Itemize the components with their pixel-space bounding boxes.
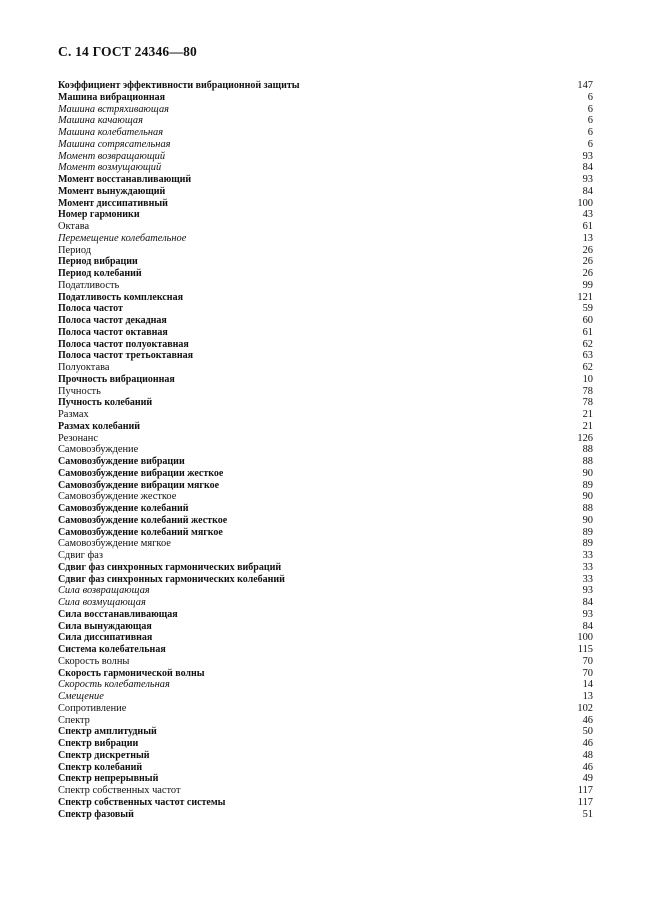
index-term: Сопротивление [58,702,127,714]
index-page-number: 46 [582,738,593,749]
index-entry [58,656,593,668]
index-page-number: 63 [582,350,593,362]
index-term: Резонанс [58,432,98,444]
index-page-number: 84 [582,185,593,197]
index-page-number: 88 [582,503,593,514]
index-page-number: 13 [582,232,593,244]
index-term: Машина вибрационная [58,91,166,103]
index-entry [58,480,593,492]
index-term: Период [58,244,92,256]
index-page-number: 62 [582,362,593,373]
index-term: Самовозбуждение колебаний жесткое [58,514,228,526]
index-entry [58,280,593,292]
index-term: Полоса частот декадная [58,315,167,326]
index-entry [58,503,593,515]
index-term: Период колебаний [58,268,142,279]
index-term: Спектр собственных частот системы [58,796,226,808]
index-term: Коэффициент эффективности вибрационной защиты [58,80,300,91]
index-entry [58,315,593,327]
index-page-number: 6 [587,138,593,150]
index-entry [58,421,593,433]
index-page-number: 93 [582,608,593,620]
index-entry [58,245,593,257]
index-term: Смещение [58,691,104,702]
index-term: Самовозбуждение колебаний [58,503,189,514]
index-entry [58,726,593,738]
index-entry [58,350,593,362]
index-entry [58,233,593,245]
index-term: Скорость волны [58,655,130,667]
index-term: Момент возвращающий [58,150,166,162]
index-entry [58,115,593,127]
index-term: Скорость гармонической волны [58,667,205,679]
index-term: Пучность [58,385,101,397]
index-page-number: 6 [587,127,593,138]
index-page-number: 46 [582,714,593,726]
index-term: Сдвиг фаз [58,550,103,561]
index-entry [58,433,593,445]
index-page-number: 100 [577,197,593,209]
index-entry [58,174,593,186]
index-entry [58,327,593,339]
index-term: Самовозбуждение вибрации мягкое [58,479,220,491]
index-entry [58,104,593,116]
index-page-number: 6 [587,91,593,103]
index-term: Спектр вибрации [58,738,139,749]
index-term: Машина колебательная [58,127,164,138]
index-entry [58,468,593,480]
index-term: Момент диссипативный [58,197,168,209]
index-term: Податливость комплексная [58,291,183,303]
index-entry [58,797,593,809]
index-page-number: 46 [582,761,593,773]
index-page-number: 26 [582,256,593,268]
index-page-number: 60 [582,315,593,326]
index-page-number: 100 [577,632,593,644]
index-page-number: 89 [582,479,593,491]
index-term: Машина встряхивающая [58,103,169,115]
index-page-number: 26 [582,244,593,256]
index-page-number: 88 [582,444,593,456]
index-entry [58,139,593,151]
index-entry [58,221,593,233]
index-page-number: 147 [577,80,593,91]
index-entry [58,762,593,774]
index-term: Перемещение колебательное [58,232,187,244]
index-page-number: 70 [582,655,593,667]
index-entry [58,92,593,104]
index-page-number: 21 [582,409,593,420]
index-entry [58,809,593,821]
index-page-number: 43 [582,209,593,221]
index-entry [58,256,593,268]
index-page-number: 70 [582,667,593,679]
index-entry [58,632,593,644]
index-entry [58,585,593,597]
index-entry [58,527,593,539]
index-page-number: 89 [582,526,593,538]
index-term: Скорость колебательная [58,679,170,691]
index-page-number: 33 [582,550,593,561]
index-entry [58,186,593,198]
index-term: Номер гармоники [58,209,140,221]
index-entry [58,268,593,280]
index-term: Полоса частот октавная [58,326,168,338]
index-term: Полоса частот полуоктавная [58,338,189,350]
index-term: Спектр фазовый [58,808,134,820]
index-term: Размах колебаний [58,420,141,432]
index-term: Машина сотрясательная [58,138,171,150]
index-term: Период вибрации [58,256,138,268]
index-entry [58,750,593,762]
index-page-number: 84 [582,620,593,632]
index-page-number: 88 [582,456,593,467]
index-entry [58,162,593,174]
index-entry [58,362,593,374]
index-term: Сдвиг фаз синхронных гармонических вибраций [58,561,282,573]
index-page-number: 93 [582,150,593,162]
index-term: Сила возвращающая [58,585,150,597]
index-term: Податливость [58,279,120,291]
index-page-number: 6 [587,103,593,115]
index-page-number: 10 [582,373,593,385]
index-page-number: 102 [577,702,593,714]
index-page-number: 26 [582,268,593,279]
index-page-number: 117 [577,796,593,808]
index-entry [58,303,593,315]
index-entry [58,209,593,221]
index-entry [58,515,593,527]
index-page-number: 78 [582,397,593,409]
index-term: Система колебательная [58,644,166,655]
index-page-number: 13 [582,691,593,702]
index-term: Момент восстанавливающий [58,174,192,185]
index-entry [58,538,593,550]
index-entry [58,715,593,727]
index-entry [58,444,593,456]
index-entry [58,679,593,691]
index-term: Сила восстанавливающая [58,608,178,620]
index-entry [58,386,593,398]
index-term: Сила вынуждающая [58,620,152,632]
index-term: Самовозбуждение [58,444,139,456]
index-page-number: 21 [582,420,593,432]
index-term: Полуоктава [58,362,110,373]
index-entry [58,785,593,797]
index-term: Самовозбуждение вибрации [58,456,185,467]
index-term: Спектр собственных частот [58,785,181,796]
index-entry [58,491,593,503]
page-header: С. 14 ГОСТ 24346—80 [58,44,197,59]
term-index [58,80,593,820]
index-page-number: 14 [582,679,593,691]
index-term: Самовозбуждение жесткое [58,491,177,503]
index-entry [58,339,593,351]
index-page-number: 61 [582,221,593,232]
index-entry [58,562,593,574]
index-entry [58,151,593,163]
index-page-number: 49 [582,773,593,785]
index-page-number: 90 [582,514,593,526]
index-page-number: 90 [582,491,593,503]
index-term: Сдвиг фаз синхронных гармонических колебаний [58,573,285,585]
index-page-number: 78 [582,385,593,397]
index-term: Сила диссипативная [58,632,153,644]
index-term: Прочность вибрационная [58,373,175,385]
index-entry [58,621,593,633]
index-page-number: 84 [582,162,593,174]
index-entry [58,397,593,409]
index-page-number: 90 [582,467,593,479]
index-term: Момент возмущающий [58,162,162,174]
index-page-number: 93 [582,174,593,185]
index-term: Спектр амплитудный [58,726,157,738]
index-entry [58,198,593,210]
index-term: Спектр [58,714,90,726]
index-entry [58,703,593,715]
index-page-number: 59 [582,303,593,315]
index-term: Полоса частот третьоктавная [58,350,194,362]
index-entry [58,644,593,656]
index-page-number: 115 [577,644,593,655]
index-page-number: 33 [582,573,593,585]
index-entry [58,738,593,750]
index-page-number: 84 [582,597,593,608]
index-entry [58,609,593,621]
index-page-number: 99 [582,279,593,291]
index-page-number: 33 [582,561,593,573]
index-page-number: 6 [587,115,593,127]
index-page-number: 50 [582,726,593,738]
index-entry [58,574,593,586]
index-term: Пучность колебаний [58,397,153,409]
index-term: Спектр колебаний [58,761,143,773]
index-page-number: 62 [582,338,593,350]
index-entry [58,127,593,139]
index-entry [58,773,593,785]
index-term: Спектр непрерывный [58,773,159,785]
index-page-number: 51 [582,808,593,820]
index-term: Полоса частот [58,303,123,315]
index-term: Сила возмущающая [58,597,146,608]
index-page-number: 117 [577,785,593,796]
index-term: Самовозбуждение мягкое [58,538,171,550]
index-term: Самовозбуждение колебаний мягкое [58,526,223,538]
index-term: Размах [58,409,89,420]
index-entry [58,456,593,468]
index-entry [58,409,593,421]
index-term: Самовозбуждение вибрации жесткое [58,467,224,479]
index-page-number: 61 [582,326,593,338]
index-term: Машина качающая [58,115,143,127]
index-page-number: 126 [577,432,593,444]
index-page-number: 89 [582,538,593,550]
index-entry [58,691,593,703]
index-term: Октава [58,221,90,232]
index-entry [58,597,593,609]
index-term: Спектр дискретный [58,749,150,761]
index-entry [58,550,593,562]
index-entry [58,374,593,386]
index-page-number: 121 [577,291,593,303]
index-entry [58,668,593,680]
index-page-number: 48 [582,749,593,761]
index-entry [58,292,593,304]
index-page-number: 93 [582,585,593,597]
index-entry [58,80,593,92]
index-term: Момент вынуждающий [58,185,166,197]
